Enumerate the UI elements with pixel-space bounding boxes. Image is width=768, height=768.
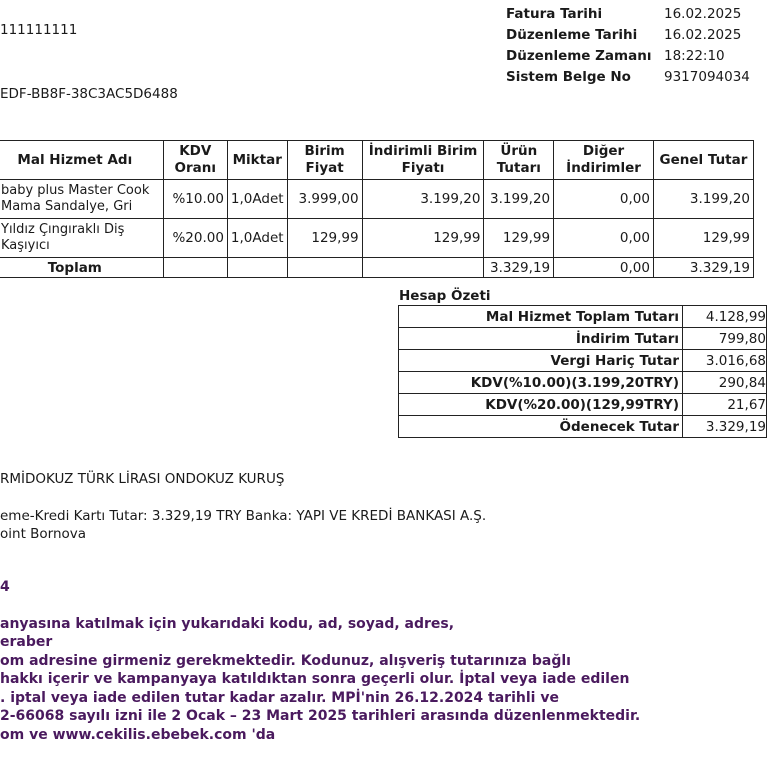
item-qty: 1,0Adet	[227, 180, 287, 219]
campaign-line-1: anyasına katılmak için yukarıdaki kodu, ad, soyad, adres,	[0, 616, 455, 632]
col-header-qty: Miktar	[227, 141, 287, 180]
item-other-disc: 0,00	[554, 180, 654, 219]
meta-row-issue-date: Düzenleme Tarihi 16.02.2025	[506, 26, 742, 43]
meta-row-doc-no: Sistem Belge No 9317094034	[506, 68, 750, 85]
item-grand-total: 129,99	[653, 219, 753, 258]
meta-row-issue-time: Düzenleme Zamanı 18:22:10	[506, 47, 725, 64]
item-unit-price: 129,99	[287, 219, 362, 258]
invoice-meta	[506, 3, 750, 87]
summary-row: KDV(%20.00)(129,99TRY) 21,67	[399, 394, 767, 416]
campaign-line-2: eraber	[0, 634, 53, 650]
payment-info: eme-Kredi Kartı Tutar: 3.329,19 TRY Banka: YAPI VE KREDİ BANKASI A.Ş.	[0, 508, 487, 524]
item-grand-total: 3.199,20	[653, 180, 753, 219]
summary-table	[398, 305, 767, 438]
summary-row: İndirim Tutarı 799,80	[399, 328, 767, 350]
total-label: Toplam	[0, 258, 163, 278]
total-grand-total: 3.329,19	[653, 258, 753, 278]
amount-in-words: RMİDOKUZ TÜRK LİRASI ONDOKUZ KURUŞ	[0, 471, 285, 487]
item-kdv: %20.00	[163, 219, 227, 258]
item-disc-price: 129,99	[362, 219, 484, 258]
campaign-line-3: om adresine girmeniz gerekmektedir. Kodunuz, alışveriş tutarınıza bağlı	[0, 653, 571, 669]
campaign-line-7: om ve www.cekilis.ebebek.com 'da	[0, 727, 276, 743]
item-qty: 1,0Adet	[227, 219, 287, 258]
col-header-kdv: KDV Oranı	[163, 141, 227, 180]
table-row	[0, 219, 754, 258]
items-header-row	[0, 141, 754, 180]
col-header-product-total: Ürün Tutarı	[484, 141, 554, 180]
header-fragment-number: 111111111	[0, 22, 78, 38]
col-header-name: Mal Hizmet Adı	[0, 141, 163, 180]
col-header-grand-total: Genel Tutar	[653, 141, 753, 180]
summary-row: Mal Hizmet Toplam Tutarı 4.128,99	[399, 306, 767, 328]
total-product-total: 3.329,19	[484, 258, 554, 278]
item-unit-price: 3.999,00	[287, 180, 362, 219]
campaign-line-4: hakkı içerir ve kampanyaya katıldıktan sonra geçerli olur. İptal veya iade edilen	[0, 671, 630, 687]
summary-row: Vergi Hariç Tutar 3.016,68	[399, 350, 767, 372]
item-product-total: 129,99	[484, 219, 554, 258]
campaign-line-5: . iptal veya iade edilen tutar kadar azalır. MPİ'nin 26.12.2024 tarihli ve	[0, 690, 559, 706]
meta-row-invoice-date: Fatura Tarihi 16.02.2025	[506, 5, 742, 22]
item-name: Yıldız Çıngıraklı Diş Kaşıyıcı	[0, 219, 163, 258]
col-header-disc-price: İndirimli Birim Fiyatı	[362, 141, 484, 180]
summary-row: KDV(%10.00)(3.199,20TRY) 290,84	[399, 372, 767, 394]
ettn-fragment: EDF-BB8F-38C3AC5D6488	[0, 86, 178, 102]
summary-title: Hesap Özeti	[399, 288, 491, 304]
campaign-line-6: 2-66068 sayılı izni ile 2 Ocak – 23 Mart 2025 tarihleri arasında düzenlenmektedir.	[0, 708, 641, 724]
item-other-disc: 0,00	[554, 219, 654, 258]
table-total-row	[0, 258, 754, 278]
col-header-other-disc: Diğer İndirimler	[554, 141, 654, 180]
campaign-code-fragment: 4	[0, 579, 10, 595]
item-disc-price: 3.199,20	[362, 180, 484, 219]
table-row	[0, 180, 754, 219]
item-kdv: %10.00	[163, 180, 227, 219]
item-name: baby plus Master Cook Mama Sandalye, Gri	[0, 180, 163, 219]
item-product-total: 3.199,20	[484, 180, 554, 219]
total-other-disc: 0,00	[554, 258, 654, 278]
col-header-unit-price: Birim Fiyat	[287, 141, 362, 180]
store-info: oint Bornova	[0, 526, 87, 542]
summary-row: Ödenecek Tutar 3.329,19	[399, 416, 767, 438]
items-table	[0, 140, 754, 278]
